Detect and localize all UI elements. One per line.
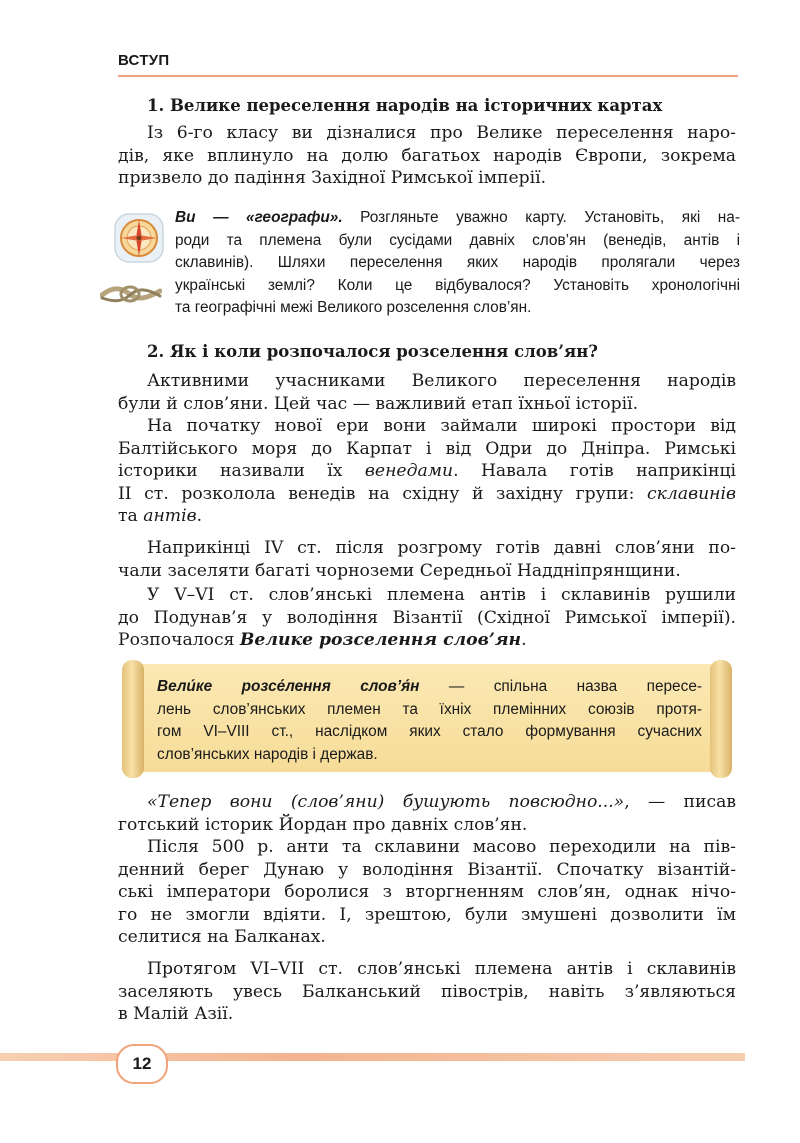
text-line: в Малій Азії.	[118, 1004, 234, 1024]
text-fragment: .	[521, 630, 527, 650]
term-anty: антів	[143, 506, 197, 526]
paragraph-6	[118, 791, 736, 836]
text-line: чали заселяти багаті чорноземи Середньої Наддніпрянщини.	[118, 560, 681, 581]
text-line: дів, яке вплинуло на долю багатьох народів Європи, зокрема	[118, 145, 736, 166]
paragraph-1	[118, 122, 736, 190]
text-line: призвело до падіння Західної Римської імперії.	[118, 168, 547, 188]
text-line: були й слов’яни. Цей час — важливий етап їхньої історії.	[118, 393, 639, 414]
text-fragment: Розпочалося	[118, 630, 240, 650]
text-line: до Подунав’я у володіння Візантії (Східної Римської імперії).	[118, 607, 736, 628]
text-line: денний берег Дунаю у володіння Візантії. Спочатку візантій-	[118, 859, 736, 880]
section-header: ВСТУП	[118, 52, 170, 69]
text-line: склавинів). Шляхи переселення яких народів пролягали через	[175, 254, 740, 272]
text-fragment: та	[118, 506, 144, 526]
text-line: У V–VI ст. слов’янські племена антів і склавинів рушили	[147, 585, 736, 605]
heading-1: 1. Велике переселення народів на історичних картах	[147, 96, 663, 115]
page-number: 12	[116, 1044, 168, 1084]
scroll-roll-left	[122, 660, 144, 778]
paragraph-5	[118, 584, 736, 652]
paragraph-8	[118, 958, 736, 1026]
paragraph-3	[118, 415, 736, 528]
text-line: селитися на Балканах.	[118, 927, 326, 947]
text-line: Протягом VI–VII ст. слов’янські племена антів і склавинів	[147, 959, 736, 979]
text-line: слов’янських народів і держав.	[157, 745, 378, 763]
text-fragment: , — писав	[624, 792, 736, 812]
text-line: Після 500 р. анти та склавини масово переходили на пів-	[147, 837, 736, 857]
text-line: гом VI–VIII ст., наслідком яких стало формування сучасних	[157, 723, 702, 741]
heading-2: 2. Як і коли розпочалося розселення слов’ян?	[147, 342, 598, 361]
text-line: Наприкінці IV ст. після розгрому готів давні слов’яни по-	[147, 538, 736, 558]
jordanes-quote: «Тепер вони (слов’яни) бушують повсюдно...»	[147, 792, 625, 812]
text-line: го не змогли вдіяти. І, зрештою, були змушені дозволити їм	[118, 904, 736, 925]
task-box	[175, 207, 740, 320]
term-venedy: венедами	[364, 461, 454, 481]
text-fragment: — спільна назва пересе-	[419, 678, 702, 695]
term-sklavyny: склавинів	[647, 483, 736, 504]
term-great-settlement: Велике розселення слов’ян	[239, 630, 522, 650]
text-line: лень слов’янських племен та їхніх племінних союзів протя-	[157, 700, 702, 718]
scroll-roll-right	[710, 660, 732, 778]
text-line: Розгляньте уважно карту. Установіть, які на-	[342, 209, 740, 226]
text-line: готський історик Йордан про давніх слов’ян.	[118, 814, 528, 835]
text-line: заселяють увесь Балканський півострів, навіть з’являються	[118, 981, 736, 1002]
text-line: та географічні межі Великого розселення слов’ян.	[175, 299, 532, 317]
compass-icon	[113, 212, 165, 264]
definition-text	[157, 676, 702, 766]
text-line: ські імператори боролися з вторгненням слов’ян, однак нічо-	[118, 882, 736, 902]
text-line: українські землі? Коли це відбувалося? Установіть хронологічні	[175, 276, 740, 294]
text-line: роди та племена були сусідами давніх слов’ян (венедів, антів і	[175, 231, 740, 249]
paragraph-7	[118, 836, 736, 949]
footer-band	[0, 1053, 745, 1061]
text-fragment: історики називали їх	[118, 461, 365, 481]
text-line: Балтійського моря до Карпат і від Одри до Дніпра. Римські	[118, 438, 736, 459]
definition-term: Вели́ке розсе́лення слов’я́н	[157, 678, 420, 695]
text-fragment: ІІ ст. розколола венедів на східну й західну групи:	[118, 483, 648, 504]
header-rule	[118, 75, 738, 77]
paragraph-4	[118, 537, 736, 582]
text-line: На початку нової ери вони займали широкі простори від	[147, 416, 736, 436]
task-lead: Ви — «географи».	[175, 209, 343, 226]
text-fragment: .	[196, 506, 203, 526]
text-line: Активними учасниками Великого переселення народів	[147, 371, 736, 391]
text-fragment: . Навала готів наприкінці	[453, 461, 737, 481]
rope-knot-icon	[100, 278, 162, 308]
text-line: Із 6-го класу ви дізналися про Велике переселення наро-	[147, 123, 736, 143]
paragraph-2	[118, 370, 736, 415]
